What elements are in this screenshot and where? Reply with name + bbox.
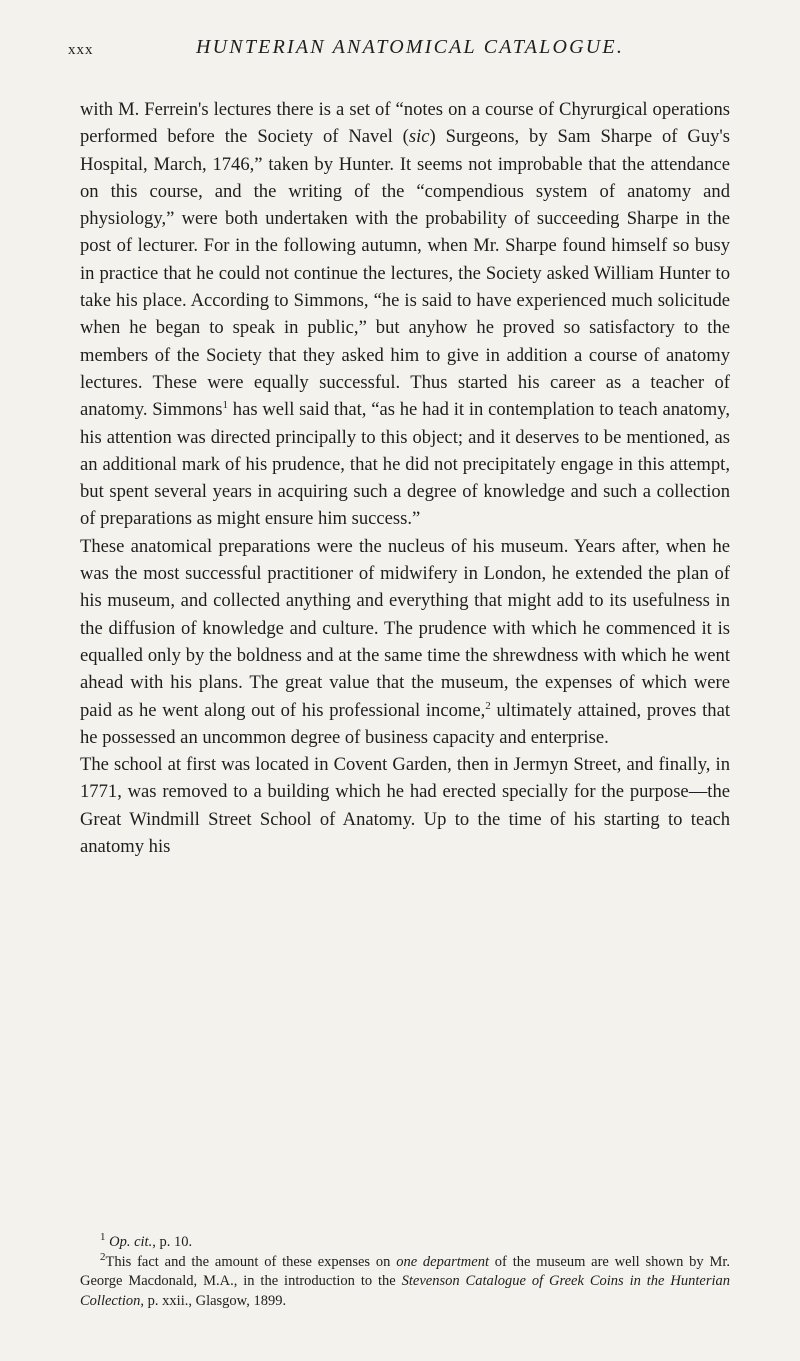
- footnote-marker: 1: [100, 1231, 106, 1244]
- paragraph: with M. Ferrein's lectures there is a set of “notes on a course of Chyrurgical operations performed before the Society of Navel (sic) Surgeons, by Sam Sharpe of Guy's Hospital, March, 1746,” taken by Hunter. It seems not improbable that the attendance on this course, and the writing of the “compendious system of anatomy and physiology,” were both undertaken with the probability of succeeding Sharpe in the post of lecturer. For in the following autumn, when Mr. Sharpe found himself so busy in practice that he could not continue the lectures, the Society asked William Hunter to take his place. According to Simmons, “he is said to have experienced much solicitude when he began to speak in public,” but anyhow he proved so satisfactory to the members of the Society that they asked him to give in addition a course of anatomy lectures. These were equally successful. Thus started his career as a teacher of anatomy. Simmons$^1$ has well said that, “as he had it in contemplation to teach anatomy, his attention was directed principally to this object; and it deserves to be mentioned, as an additional mark of his prudence, that he did not precipitately engage in this attempt, but spent several years in acquiring such a degree of knowledge and such a collection of preparations as might ensure him success.”: [80, 99, 731, 530]
- footnote-marker: 2: [100, 1250, 106, 1263]
- footnote: $^2$This fact and the amount of these expenses on one department of the museum are well shown by Mr. George Macdonald, M.A., in the introduction to the Stevenson Catalogue of Greek Coins in the Hunterian Collection, p. xxii., Glasgow, 1899.: [80, 1250, 730, 1309]
- body-text: [80, 96, 730, 860]
- footnote: $^1$ Op. cit., p. 10.: [100, 1231, 193, 1250]
- footnote-ref-1[interactable]: 1: [222, 399, 229, 412]
- footnote-ref-2[interactable]: 2: [485, 699, 491, 712]
- page-number: xxx: [68, 42, 94, 58]
- footnotes: [80, 1233, 730, 1311]
- sic-note: sic: [408, 126, 430, 148]
- running-header: [68, 36, 728, 66]
- running-title: HUNTERIAN ANATOMICAL CATALOGUE.: [196, 36, 625, 58]
- paragraph: The school at first was located in Covent Garden, then in Jermyn Street, and finally, in 1771, was removed to a building which he had erected specially for the purpose—the Great Windmill Street School of Anatomy. Up to the time of his starting to teach anatomy his: [80, 754, 730, 858]
- paragraph: These anatomical preparations were the nucleus of his museum. Years after, when he was the most successful practitioner of midwifery in London, he extended the plan of his museum, and collected anything and everything that might add to its usefulness in the diffusion of knowledge and culture. The prudence with which he commenced it is equalled only by the boldness and at the same time the shrewdness with which he went ahead with his plans. The great value that the museum, the expenses of which were paid as he went along out of his professional income,$^2$ ultimately attained, proves that he possessed an uncommon degree of business capacity and enterprise.: [80, 535, 730, 748]
